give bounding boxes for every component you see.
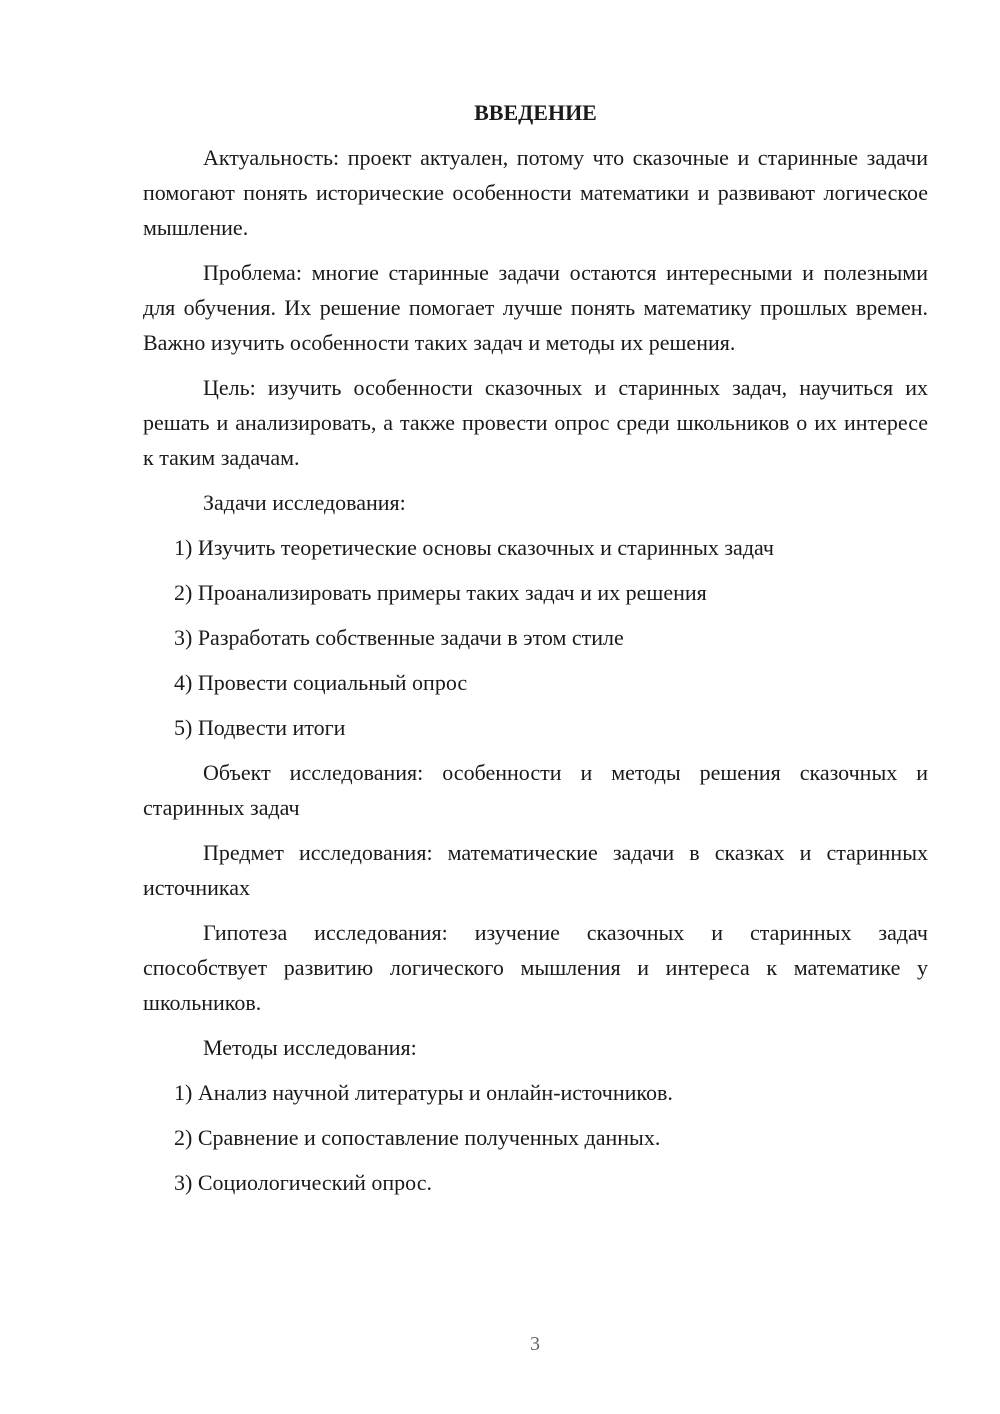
- goal-paragraph: Цель: изучить особенности сказочных и старинных задач, научиться их решать и анализировать, а также провести опрос среди школьников о их интересе к таким задачам.: [143, 375, 928, 470]
- hypothesis-paragraph: Гипотеза исследования: изучение сказочных и старинных задач способствует развитию логического мышления и интереса к математике у школьников.: [143, 920, 928, 1015]
- methods-heading: Методы исследования:: [203, 1035, 417, 1060]
- object-paragraph: Объект исследования: особенности и методы решения сказочных и старинных задач: [143, 760, 928, 820]
- tasks-heading: Задачи исследования:: [203, 490, 406, 515]
- task-item: 2) Проанализировать примеры таких задач и их решения: [174, 580, 707, 605]
- subject-paragraph: Предмет исследования: математические задачи в сказках и старинных источниках: [143, 840, 928, 900]
- page-title: ВВЕДЕНИЕ: [474, 100, 597, 125]
- method-item: 3) Социологический опрос.: [174, 1170, 432, 1195]
- method-item: 1) Анализ научной литературы и онлайн-источников.: [174, 1080, 673, 1105]
- document-page: [143, 95, 928, 1210]
- problem-paragraph: Проблема: многие старинные задачи остаются интересными и полезными для обучения. Их решение помогает лучше понять математику прошлых времен. Важно изучить особенности таких задач и методы их решения.: [143, 260, 928, 355]
- task-item: 5) Подвести итоги: [174, 715, 346, 740]
- relevance-paragraph: Актуальность: проект актуален, потому что сказочные и старинные задачи помогают понять исторические особенности математики и развивают логическое мышление.: [143, 145, 928, 240]
- task-item: 4) Провести социальный опрос: [174, 670, 468, 695]
- method-item: 2) Сравнение и сопоставление полученных данных.: [174, 1125, 661, 1150]
- page-number: 3: [530, 1333, 540, 1355]
- task-item: 1) Изучить теоретические основы сказочных и старинных задач: [174, 535, 774, 560]
- task-item: 3) Разработать собственные задачи в этом стиле: [174, 625, 624, 650]
